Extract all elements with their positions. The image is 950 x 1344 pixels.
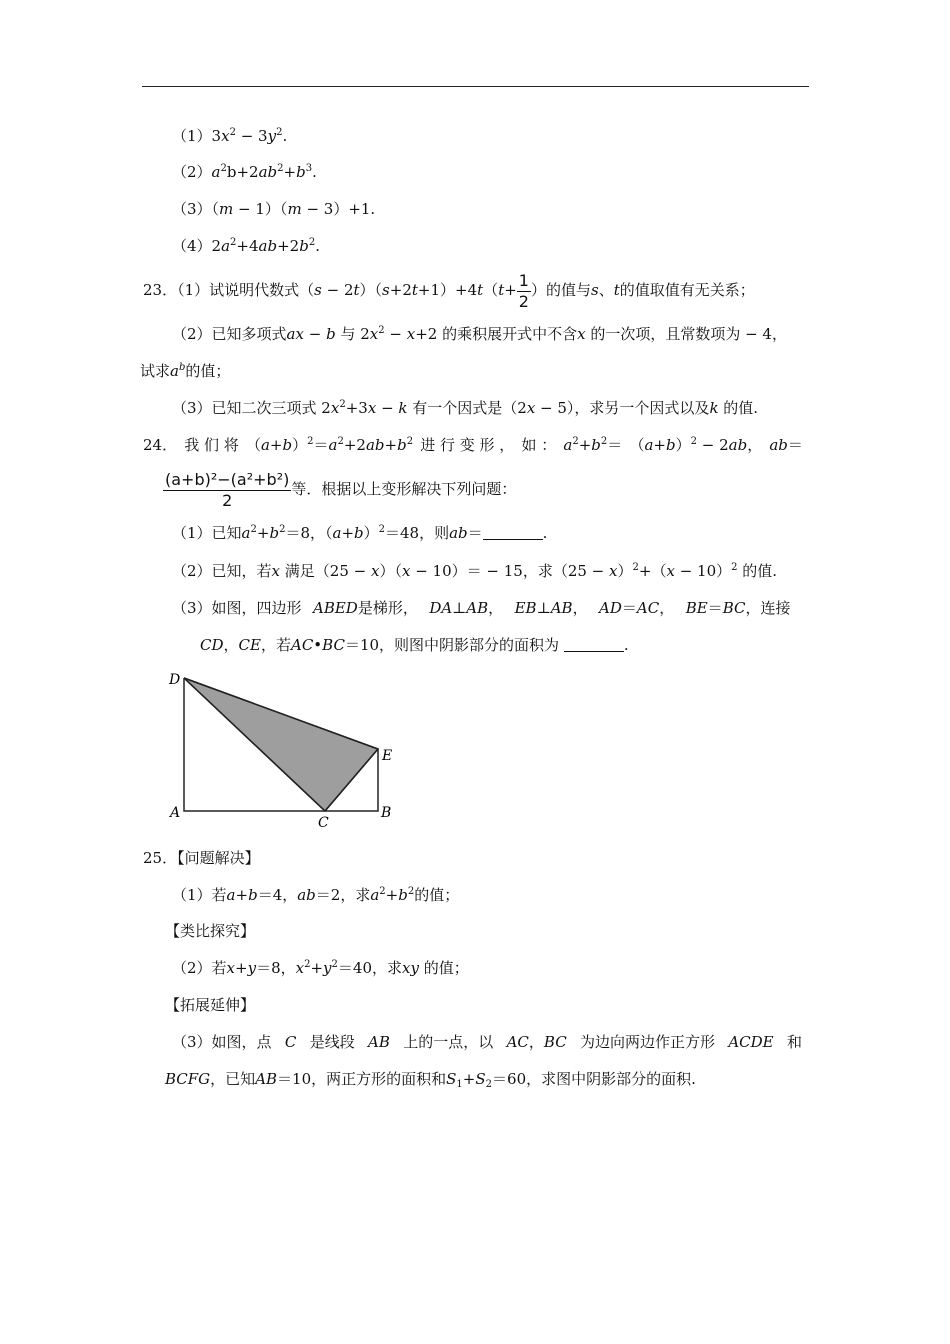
p25-question1: （1）若a+b＝4，ab＝2，求$a^2+b^2$的值； xyxy=(172,886,460,904)
p24-question1: （1）已知$a^2+b^2=8$，$(a+b)^2=48$，则ab＝ . xyxy=(172,524,548,542)
fraction-ab-identity: $\frac{\text{(a+b)²−(a²+b²)}}{2}$ xyxy=(165,469,290,510)
p24-question3-line1: （3）如图，四边形 ABED是梯形， DA⊥AB， EB⊥AB， AD＝AC， BE＝BC，连接 xyxy=(172,599,791,617)
p24-question2: （2）已知，若x 满足（25 − x）（x − 10）＝ − 15，求$(25 - x)^2+(x - 10)^2$ 的值. xyxy=(172,562,778,580)
p23-part2-line2: 试求$a^b$的值； xyxy=(140,362,231,380)
p25-question2: （2）若x+y＝8，$x^2+y^2=40$，求xy 的值； xyxy=(172,959,469,977)
p25-question3-line1: （3）如图，点 C 是线段 AB 上的一点，以 AC，BC 为边向两边作正方形 ACDE 和 xyxy=(172,1033,802,1051)
p25-heading-analogy: 【类比探究】 xyxy=(165,922,256,940)
p22-part3: （3）（m − 1）（m − 3）+1. xyxy=(172,200,376,218)
p24-intro-line1: 24． 我 们 将 $(a+b)^2=a^2+2ab+b^2$ 进 行 变 形 ， 如 ： $a^2+b^2=$ $(a+b)^2 - 2ab$， ab＝ xyxy=(143,436,803,454)
p25-title: 25．【问题解决】 xyxy=(143,849,260,867)
p25-heading-extension: 【拓展延伸】 xyxy=(165,996,256,1014)
p23-part2-line1: （2）已知多项式ax − b 与 $2x^2 - x+2$ 的乘积展开式中不含x 的一次项，且常数项为 − 4， xyxy=(172,325,787,343)
p22-part4: $(4)2a^2+4ab+2b^2$. xyxy=(172,237,320,255)
p25-question3-line2: BCFG，已知AB＝10，两正方形的面积和$S_1+S_2=60$，求图中阴影部分的面积. xyxy=(165,1070,696,1090)
p24-intro-line2: $\frac{\text{(a+b)²−(a²+b²)}}{2}$ 等．根据以上变形解决下列问题： xyxy=(165,469,517,510)
label-e: E xyxy=(382,748,393,764)
label-a: A xyxy=(170,805,181,821)
p23-part3: （3）已知二次三项式 $2x^2+3x - k$ 有一个因式是（2x − 5），求另一个因式以及k 的值. xyxy=(172,399,759,417)
p22-part2: $(2)a^2b+2ab^2+b^3$. xyxy=(172,163,317,181)
shaded-triangle-dce xyxy=(184,678,378,811)
p23-part1: 23．（1）试说明代数式（s − 2t）（s+2t+1）+4t（t+ $\frac{1}{2}$ ）的值与s、t的值取值有无关系； xyxy=(143,270,755,311)
p24-question3-line2: CD，CE，若AC•BC＝10，则图中阴影部分的面积为 . xyxy=(200,636,629,654)
fraction-one-half: $\frac{1}{2}$ xyxy=(518,270,529,311)
trapezoid-figure xyxy=(165,666,405,836)
answer-blank xyxy=(564,637,624,652)
answer-blank xyxy=(483,525,543,540)
header-rule xyxy=(142,86,809,87)
label-d: D xyxy=(169,672,181,688)
label-c: C xyxy=(318,815,329,831)
label-b: B xyxy=(381,805,392,821)
p22-part1: $(1)3x^2 - 3y^2$. xyxy=(172,127,288,145)
